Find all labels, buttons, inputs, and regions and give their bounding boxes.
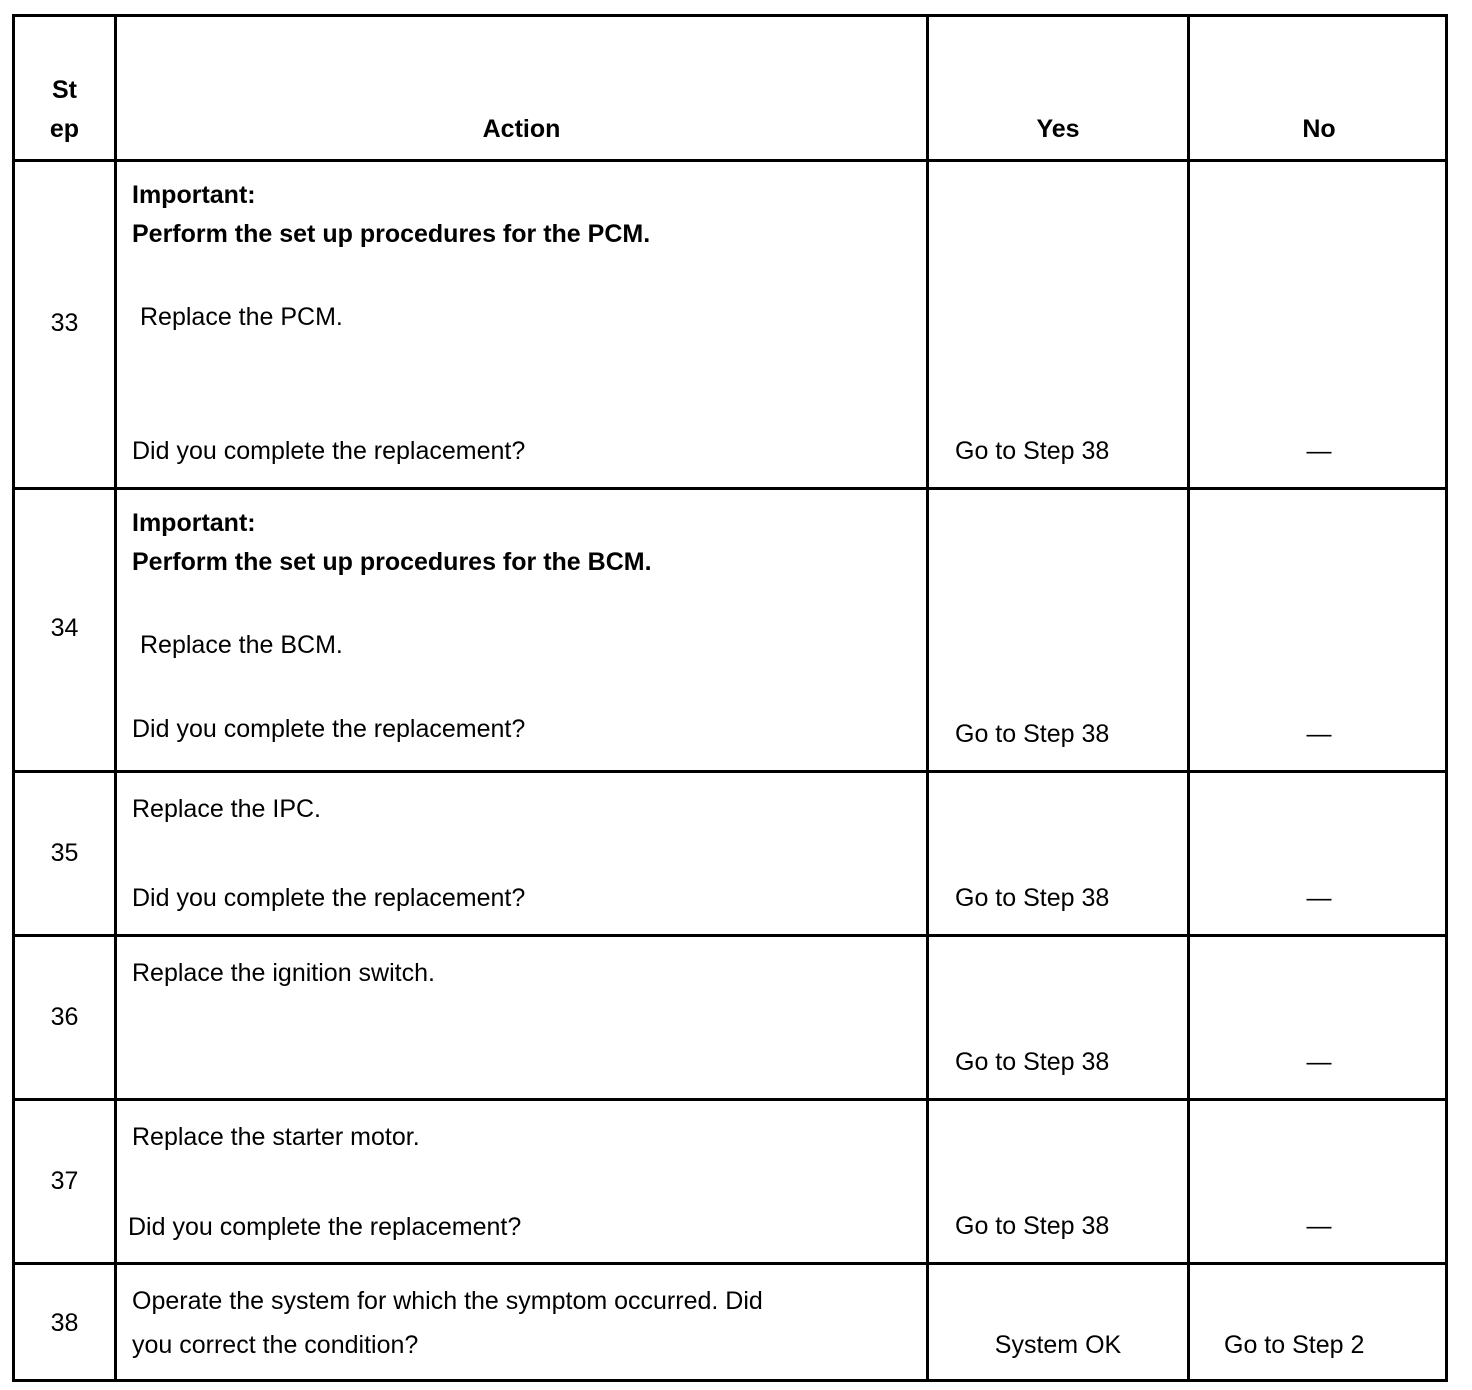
important-note: Perform the set up procedures for the BCM.	[132, 548, 652, 576]
yes-result: Go to Step 38	[955, 1048, 1110, 1076]
step-number: 33	[50, 309, 79, 337]
column-divider	[1187, 17, 1190, 1379]
important-note: Perform the set up procedures for the PCM.	[132, 220, 651, 248]
yes-result: Go to Step 38	[955, 720, 1110, 748]
action-text: Replace the ignition switch.	[132, 959, 435, 987]
row-divider	[15, 1098, 1445, 1101]
step-number: 37	[50, 1167, 79, 1195]
question-text: Did you complete the replacement?	[132, 437, 526, 465]
important-label: Important:	[132, 181, 256, 209]
yes-result: Go to Step 38	[955, 884, 1110, 912]
row-divider	[15, 1262, 1445, 1265]
row-divider	[15, 770, 1445, 773]
question-text: Did you complete the replacement?	[132, 884, 526, 912]
yes-result: Go to Step 38	[955, 437, 1110, 465]
no-result: Go to Step 2	[1224, 1331, 1365, 1359]
row-divider	[15, 487, 1445, 490]
yes-result: Go to Step 38	[955, 1212, 1110, 1240]
action-text: Replace the PCM.	[140, 303, 343, 331]
action-text: Replace the BCM.	[140, 631, 343, 659]
header-yes: Yes	[1036, 115, 1080, 143]
yes-result: System OK	[994, 1331, 1122, 1359]
action-text: Replace the starter motor.	[132, 1123, 420, 1151]
action-text: Replace the IPC.	[132, 795, 321, 823]
column-divider	[114, 17, 117, 1379]
important-label: Important:	[132, 509, 256, 537]
action-text-line2: you correct the condition?	[132, 1331, 419, 1359]
header-step-line1: St	[52, 76, 77, 104]
diagnostic-table	[12, 14, 1448, 1382]
question-text: Did you complete the replacement?	[128, 1213, 522, 1241]
column-divider	[926, 17, 929, 1379]
question-text: Did you complete the replacement?	[132, 715, 526, 743]
no-result: —	[1306, 1048, 1332, 1076]
header-action: Action	[482, 115, 561, 143]
no-result: —	[1306, 720, 1332, 748]
step-number: 38	[50, 1309, 79, 1337]
header-no: No	[1302, 115, 1336, 143]
no-result: —	[1306, 437, 1332, 465]
step-number: 35	[50, 839, 79, 867]
no-result: —	[1306, 1212, 1332, 1240]
header-step-line2: ep	[49, 115, 80, 143]
step-number: 34	[50, 614, 79, 642]
row-divider	[15, 934, 1445, 937]
no-result: —	[1306, 884, 1332, 912]
action-text-line1: Operate the system for which the symptom occurred. Did	[132, 1287, 763, 1315]
step-number: 36	[50, 1003, 79, 1031]
row-divider	[15, 159, 1445, 162]
